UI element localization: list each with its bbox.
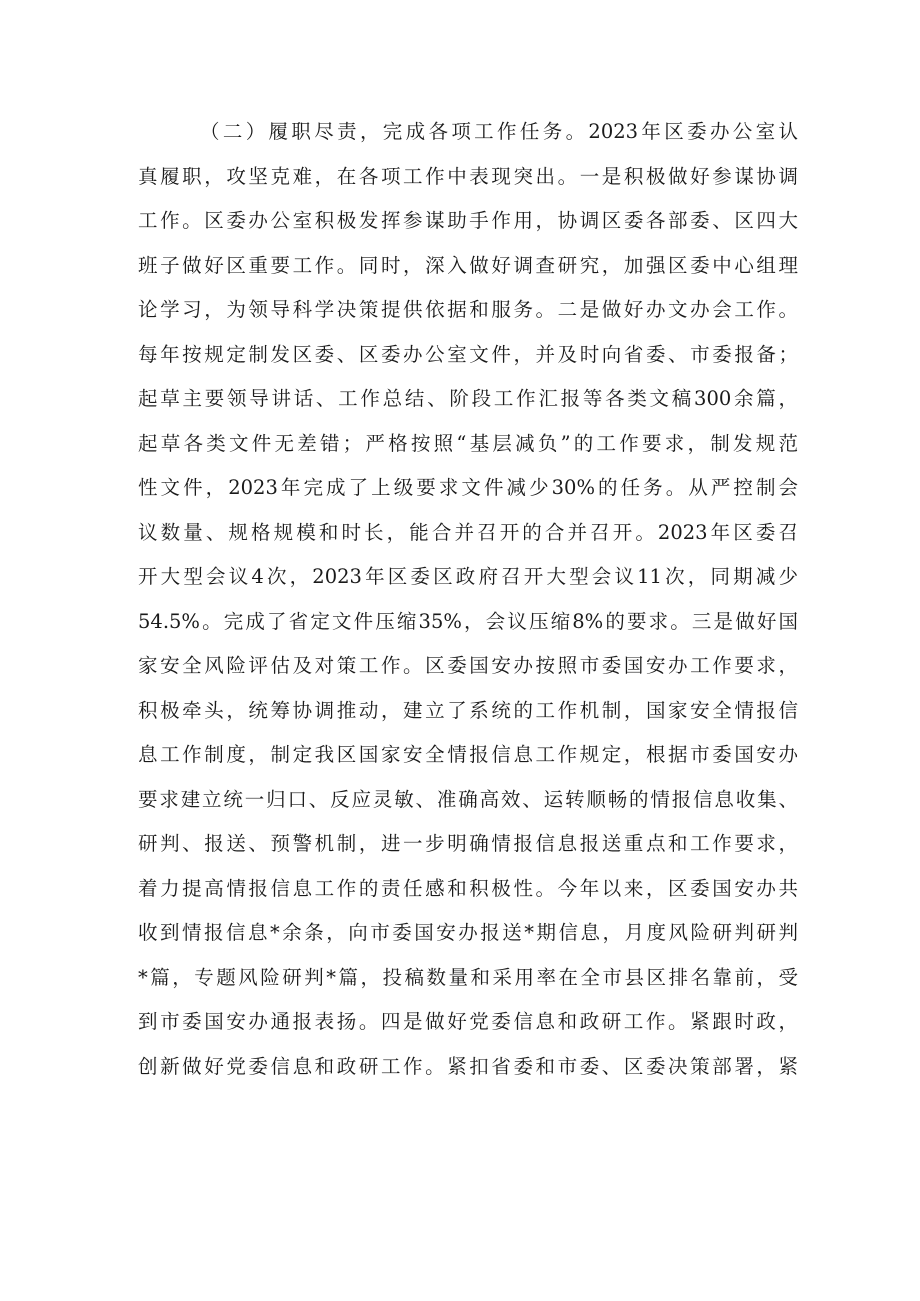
paragraph-line: 班子做好区重要工作。同时，深入做好调查研究，加强区委中心组理 bbox=[138, 253, 798, 277]
paragraph-line: 着力提高情报信息工作的责任感和积极性。今年以来，区委国安办共 bbox=[138, 876, 798, 900]
paragraph-line: 性文件，2023年完成了上级要求文件减少30%的任务。从严控制会 bbox=[138, 476, 798, 499]
paragraph-line: 研判、报送、预警机制，进一步明确情报信息报送重点和工作要求， bbox=[138, 832, 798, 855]
paragraph-line: 开大型会议4次，2023年区委区政府召开大型会议11次，同期减少 bbox=[138, 565, 798, 588]
paragraph-line: 收到情报信息*余条，向市委国安办报送*期信息，月度风险研判研判 bbox=[138, 921, 798, 944]
paragraph-line: 工作。区委办公室积极发挥参谋助手作用，协调区委各部委、区四大 bbox=[138, 209, 798, 232]
paragraph-line: *篇，专题风险研判*篇，投稿数量和采用率在全市县区排名靠前，受 bbox=[138, 965, 798, 989]
paragraph-line: （二）履职尽责，完成各项工作任务。2023年区委办公室认 bbox=[200, 120, 798, 143]
paragraph-line: 要求建立统一归口、反应灵敏、准确高效、运转顺畅的情报信息收集、 bbox=[138, 787, 798, 811]
paragraph-line: 起草各类文件无差错；严格按照“基层减负”的工作要求，制发规范 bbox=[138, 431, 798, 455]
paragraph-line: 论学习，为领导科学决策提供依据和服务。二是做好办文办会工作。 bbox=[138, 298, 798, 321]
paragraph-line: 家安全风险评估及对策工作。区委国安办按照市委国安办工作要求， bbox=[138, 654, 798, 677]
body-paragraph bbox=[138, 110, 798, 1089]
paragraph-line: 积极牵头，统筹协调推动，建立了系统的工作机制，国家安全情报信 bbox=[138, 698, 798, 722]
paragraph-line: 真履职，攻坚克难，在各项工作中表现突出。一是积极做好参谋协调 bbox=[138, 164, 798, 188]
paragraph-line: 息工作制度，制定我区国家安全情报信息工作规定，根据市委国安办 bbox=[138, 743, 798, 766]
paragraph-line: 创新做好党委信息和政研工作。紧扣省委和市委、区委决策部署，紧 bbox=[138, 1054, 798, 1078]
paragraph-line: 54.5%。完成了省定文件压缩35%，会议压缩8%的要求。三是做好国 bbox=[138, 609, 798, 633]
paragraph-line: 到市委国安办通报表扬。四是做好党委信息和政研工作。紧跟时政， bbox=[138, 1010, 798, 1033]
paragraph-line: 议数量、规格规模和时长，能合并召开的合并召开。2023年区委召 bbox=[138, 520, 798, 544]
paragraph-line: 起草主要领导讲话、工作总结、阶段工作汇报等各类文稿300余篇， bbox=[138, 387, 798, 410]
paragraph-line: 每年按规定制发区委、区委办公室文件，并及时向省委、市委报备； bbox=[138, 342, 798, 366]
